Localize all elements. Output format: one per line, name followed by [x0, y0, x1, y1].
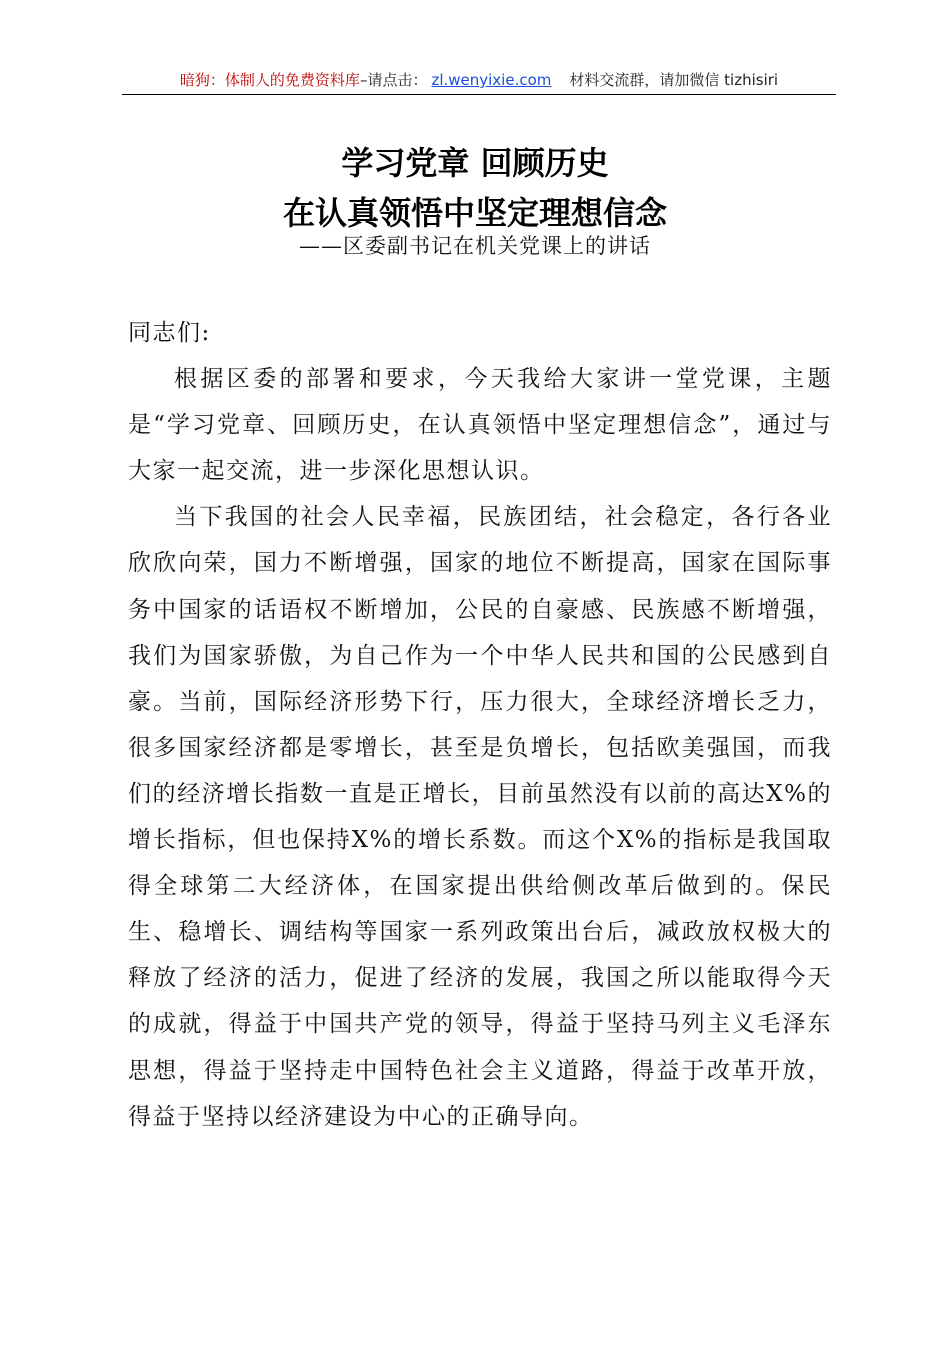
- document-subtitle: ——区委副书记在机关党课上的讲话: [299, 234, 651, 258]
- document-title-line1: 学习党章 回顾历史: [341, 144, 609, 182]
- header-brand: 暗狗：体制人的免费资料库: [179, 71, 360, 89]
- header-contact: 材料交流群，请加微信 tizhisiri: [569, 71, 779, 89]
- paragraph-1: 根据区委的部署和要求，今天我给大家讲一堂党课，主题是“学习党章、回顾历史，在认真领悟中坚定理想信念”，通过与大家一起交流，进一步深化思想认识。: [128, 366, 832, 485]
- salutation: 同志们:: [128, 320, 211, 346]
- header-prompt: –请点击：: [359, 71, 428, 89]
- paragraph-2: 当下我国的社会人民幸福，民族团结，社会稳定，各行各业欣欣向荣，国力不断增强，国家的地位不断提高，国家在国际事务中国家的话语权不断增加，公民的自豪感、民族感不断增强，我们为国家骄傲，为自己作为一个中华人民共和国的公民感到自豪。当前，国际经济形势下行，压力很大，全球经济增长乏力，很多国家经济都是零增长，甚至是负增长，包括欧美强国，而我们的经济增长指数一直是正增长，目前虽然没有以前的高达X%的增长指标，但也保持X%的增长系数。而这个X%的指标是我国取得全球第二大经济体，在国家提出供给侧改革后做到的。保民生、稳增长、调结构等国家一系列政策出台后，减政放权极大的释放了经济的活力，促进了经济的发展，我国之所以能取得今天的成就，得益于中国共产党的领导，得益于坚持马列主义毛泽东思想，得益于坚持走中国特色社会主义道路，得益于改革开放，得益于坚持以经济建设为中心的正确导向。: [128, 504, 832, 1130]
- document-title-line2: 在认真领悟中坚定理想信念: [282, 194, 667, 232]
- page-header: [122, 70, 836, 95]
- header-link[interactable]: zl.wenyixie.com: [431, 71, 552, 89]
- document-body: [128, 310, 832, 1140]
